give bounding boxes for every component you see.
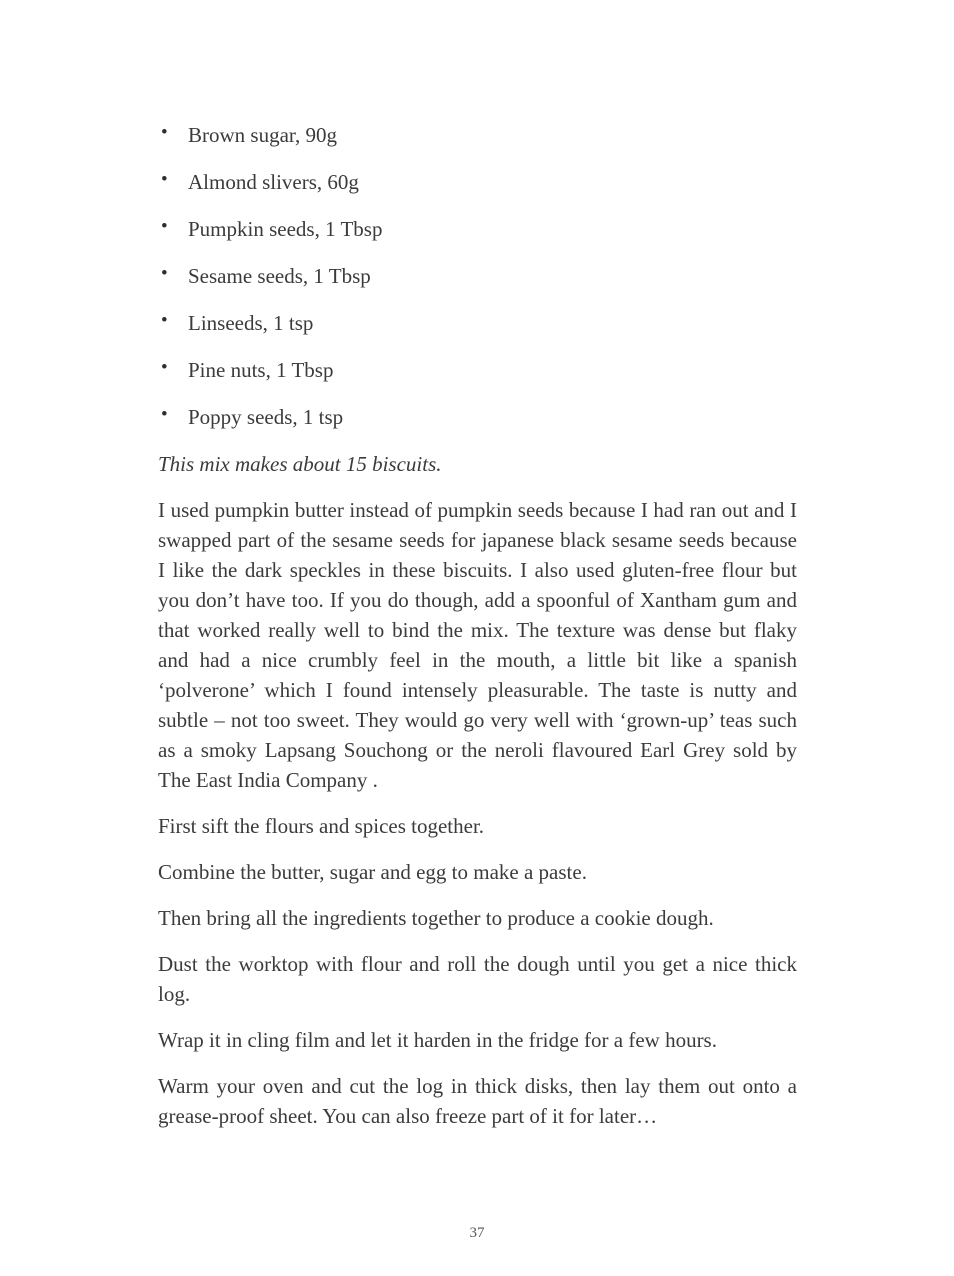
bullet-icon: • [161,169,168,190]
list-item [158,402,797,432]
page-content [158,120,797,1147]
instruction-paragraph: First sift the flours and spices together. [158,814,485,838]
ingredient-text: Pine nuts, 1 Tbsp [188,358,334,382]
ingredient-text: Pumpkin seeds, 1 Tbsp [188,217,383,241]
ingredient-text: Almond slivers, 60g [188,170,359,194]
list-item [158,214,797,244]
instruction-paragraph: Combine the butter, sugar and egg to make a paste. [158,860,587,884]
instruction-paragraph: Warm your oven and cut the log in thick disks, then lay them out onto a grease-proof sheet. You can also freeze part of it for later… [158,1074,797,1128]
bullet-icon: • [161,263,168,284]
ingredient-text: Sesame seeds, 1 Tbsp [188,264,371,288]
ingredient-list [158,120,797,432]
ingredient-text: Linseeds, 1 tsp [188,311,314,335]
list-item [158,308,797,338]
list-item [158,261,797,291]
ingredient-text: Poppy seeds, 1 tsp [188,405,344,429]
bullet-icon: • [161,216,168,237]
list-item [158,167,797,197]
instruction-paragraph: Then bring all the ingredients together to produce a cookie dough. [158,906,714,930]
instruction-paragraph: Wrap it in cling film and let it harden in the fridge for a few hours. [158,1028,717,1052]
ingredient-text: Brown sugar, 90g [188,123,338,147]
list-item [158,120,797,150]
bullet-icon: • [161,122,168,143]
bullet-icon: • [161,357,168,378]
list-item [158,355,797,385]
intro-paragraph: I used pumpkin butter instead of pumpkin seeds because I had ran out and I swapped part of the sesame seeds for japanese black sesame seeds because I like the dark speckles in these biscuits. I also used gluten-free flour but you don’t have too. If you do though, add a spoonful of Xantham gum and that worked really well to bind the mix. The texture was dense but flaky and had a nice crumbly feel in the mouth, a little bit like a spanish ‘polverone’ which I found intensely pleasurable. The taste is nutty and subtle – not too sweet. They would go very well with ‘grown-up’ teas such as a smoky Lapsang Souchong or the neroli flavoured Earl Grey sold by The East India Company . [158,498,797,792]
bullet-icon: • [161,310,168,331]
bullet-icon: • [161,404,168,425]
page-number: 37 [469,1225,485,1241]
instruction-paragraph: Dust the worktop with flour and roll the dough until you get a nice thick log. [158,952,797,1006]
yield-note: This mix makes about 15 biscuits. [158,452,442,476]
